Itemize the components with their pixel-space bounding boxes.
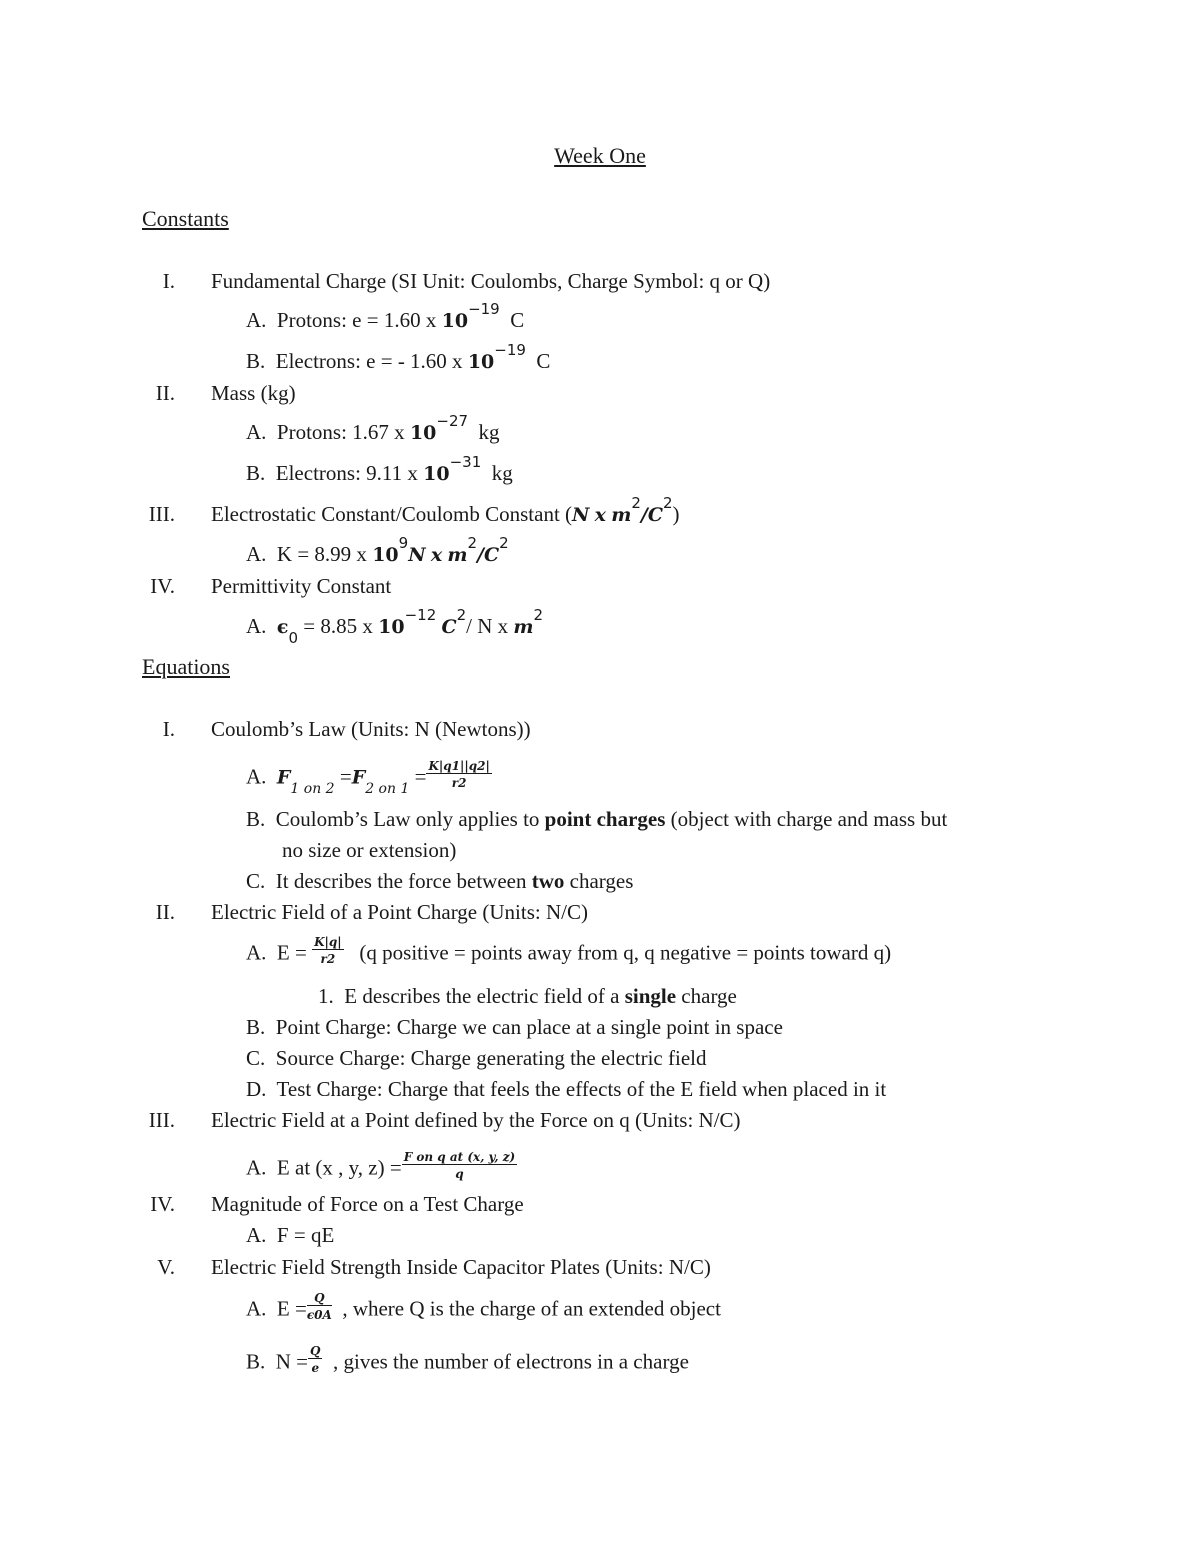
list-item: B. N = $\frac{Q}{e}$ , gives the number of electrons in a charge	[246, 1344, 689, 1375]
list-item: B. Coulomb’s Law only applies to point charges (object with charge and mass but	[246, 807, 948, 831]
section-heading-constants: Constants	[142, 206, 229, 231]
item-heading: Electric Field of a Point Charge (Units: N/C)	[211, 900, 588, 924]
numeral: II.	[155, 900, 175, 924]
list-item: A. Protons: 1.67 x $10^{-27}$ kg	[246, 412, 500, 444]
page-title: Week One	[554, 143, 646, 168]
item-heading: Permittivity Constant	[211, 574, 392, 598]
item-heading: Coulomb’s Law (Units: N (Newtons))	[211, 717, 531, 741]
numeral: III.	[148, 502, 175, 526]
list-item: A. F = qE	[246, 1223, 335, 1247]
list-item: B. Point Charge: Charge we can place at a single point in space	[246, 1015, 783, 1039]
numeral: III.	[148, 1108, 175, 1132]
numeral: V.	[157, 1255, 175, 1279]
list-item: A. E = $\frac{Q}{\epsilon 0A}$ , where Q is the charge of an extended object	[246, 1291, 721, 1322]
item-heading: Electrostatic Constant/Coulomb Constant (N x $m^2/C^2$)	[211, 494, 680, 526]
list-item: A. E = $\frac{K|q|}{r2}$ (q positive = points away from q, q negative = points toward q)	[246, 935, 892, 966]
section-heading-equations: Equations	[142, 654, 230, 679]
list-item: C. It describes the force between two charges	[246, 869, 634, 893]
list-item: B. Electrons: 9.11 x $10^{-31}$ kg	[246, 453, 513, 485]
list-item: D. Test Charge: Charge that feels the effects of the E field when placed in it	[246, 1077, 887, 1101]
list-item-continuation: no size or extension)	[282, 838, 457, 862]
list-item: A. $F_{1 on 2} =F_{2 on 1}$ = $\frac{K|q1||q2|}{r2}$	[246, 759, 490, 798]
list-item: B. Electrons: e = - 1.60 x $10^{-19}$ C	[246, 341, 551, 373]
item-heading: Electric Field Strength Inside Capacitor Plates (Units: N/C)	[211, 1255, 711, 1279]
list-item: A. $\epsilon_0 = 8.85$ x $10^{-12}$ $C^2/$ N x $m^2$	[246, 606, 544, 647]
numeral: I.	[162, 269, 175, 293]
list-item: C. Source Charge: Charge generating the electric field	[246, 1046, 707, 1070]
numeral: IV.	[150, 1192, 175, 1216]
item-heading: Fundamental Charge (SI Unit: Coulombs, Charge Symbol: q or Q)	[211, 269, 771, 293]
list-item: A. K = 8.99 x $10^9N$ x $m^2/C^2$	[246, 534, 509, 566]
item-heading: Electric Field at a Point defined by the Force on q (Units: N/C)	[211, 1108, 741, 1132]
numeral: II.	[155, 381, 175, 405]
list-item: 1. E describes the electric field of a single charge	[318, 984, 737, 1008]
list-item: A. E at (x , y, z) = $\frac{\text{F on q at (x, y, z)}}{q}$	[246, 1150, 516, 1181]
list-item: A. Protons: e = 1.60 x $10^{-19}$ C	[246, 300, 525, 332]
item-heading: Magnitude of Force on a Test Charge	[211, 1192, 524, 1216]
item-heading: Mass (kg)	[211, 381, 296, 405]
numeral: I.	[162, 717, 175, 741]
numeral: IV.	[150, 574, 175, 598]
